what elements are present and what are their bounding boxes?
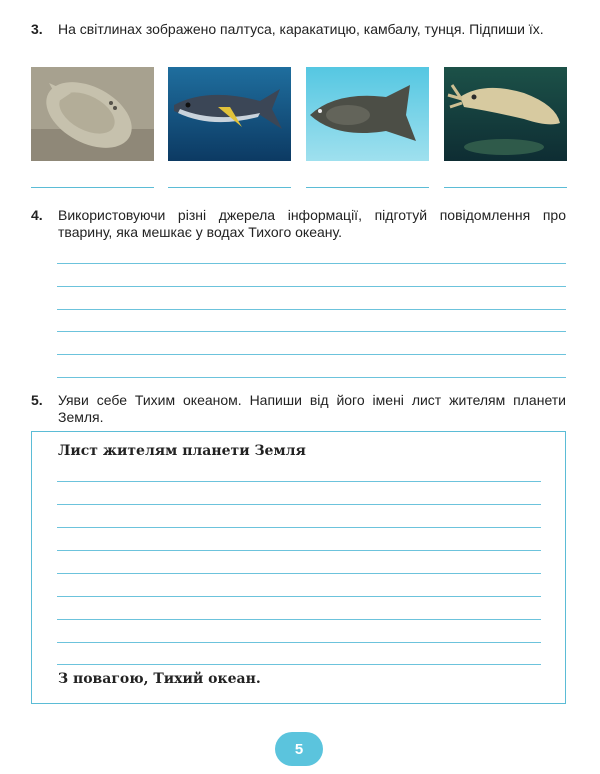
writing-line[interactable] <box>57 309 566 310</box>
task-4-number: 4. <box>31 207 43 223</box>
task-4-text: Використовуючи різні джерела інформації, підготуй повідомлення про тварину, яка мешкає у водах Тихого океану. <box>58 207 566 240</box>
letter-line[interactable] <box>57 642 541 643</box>
caption-line-4[interactable] <box>444 187 567 188</box>
caption-line-3[interactable] <box>306 187 429 188</box>
writing-line[interactable] <box>57 354 566 355</box>
letter-line[interactable] <box>57 573 541 574</box>
writing-line[interactable] <box>57 377 566 378</box>
task-3-number: 3. <box>31 21 43 37</box>
writing-line[interactable] <box>57 263 566 264</box>
task-5-number: 5. <box>31 392 43 408</box>
task-3-text: На світлинах зображено палтуса, каракатицю, камбалу, тунця. Підпиши їх. <box>58 21 544 37</box>
writing-line[interactable] <box>57 286 566 287</box>
flounder-photo <box>31 67 154 161</box>
letter-line[interactable] <box>57 550 541 551</box>
cuttlefish-photo <box>444 67 567 161</box>
page-number-badge: 5 <box>275 732 323 766</box>
task-5-text: Уяви себе Тихим океаном. Напиши від його імені лист жителям планети Земля. <box>58 392 566 425</box>
letter-line[interactable] <box>57 664 541 665</box>
letter-closing: З повагою, Тихий океан. <box>58 671 261 687</box>
caption-line-2[interactable] <box>168 187 291 188</box>
letter-line[interactable] <box>57 481 541 482</box>
letter-line[interactable] <box>57 504 541 505</box>
letter-line[interactable] <box>57 596 541 597</box>
caption-line-1[interactable] <box>31 187 154 188</box>
halibut-photo <box>306 67 429 161</box>
letter-heading: Лист жителям планети Земля <box>58 443 306 459</box>
tuna-photo <box>168 67 291 161</box>
writing-line[interactable] <box>57 331 566 332</box>
letter-line[interactable] <box>57 527 541 528</box>
letter-line[interactable] <box>57 619 541 620</box>
